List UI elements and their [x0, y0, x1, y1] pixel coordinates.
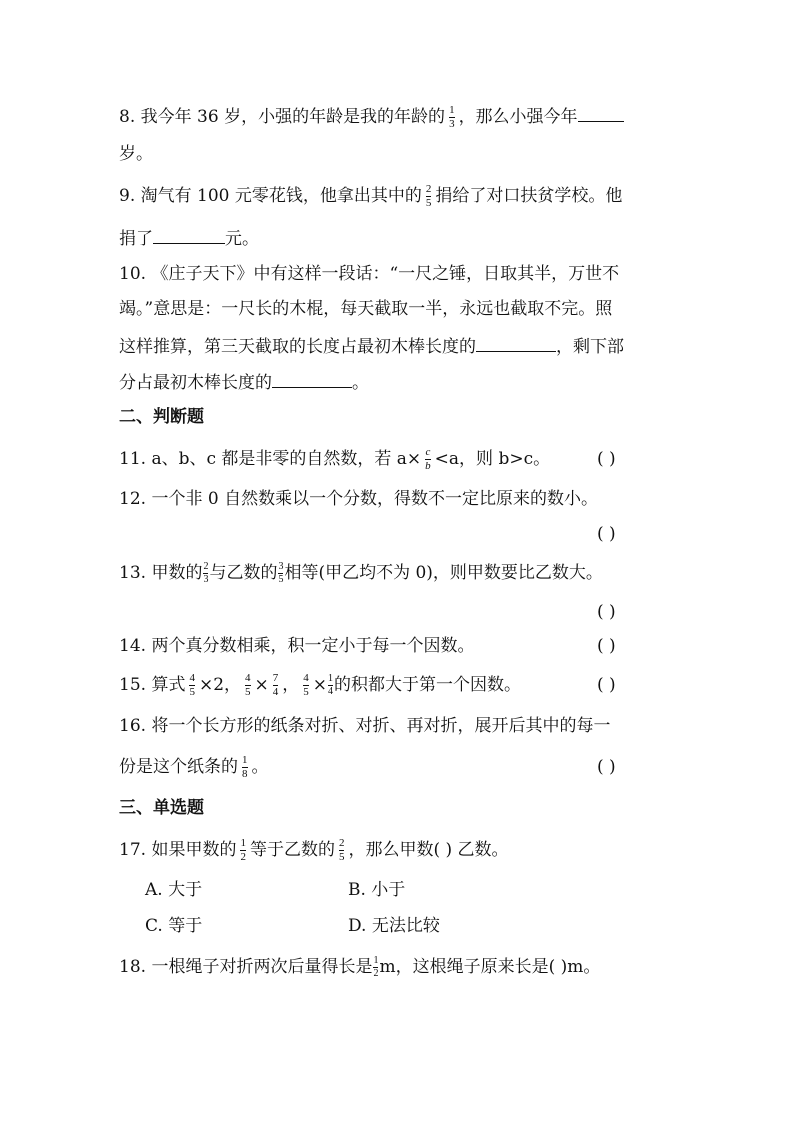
q13-fraction-2: $\frac{3}{5}$ [278, 561, 284, 585]
question-8-line-2: 岁。 [119, 144, 153, 164]
question-9-line-1: 9. 淘气有 100 元零花钱，他拿出其中的 $\frac{2}{5}$ 捐给了对口扶贫学校。他 [119, 183, 623, 209]
question-8-line-1 [119, 103, 624, 130]
question-13: 13. 甲数的 $\frac{2}{3}$ 与乙数的 $\frac{3}{5}$ 相等(甲乙均不为 0)，则甲数要比乙数大。 [119, 561, 603, 585]
question-12: 12. 一个非 0 自然数乘以一个分数，得数不一定比原来的数小。 [119, 489, 599, 509]
question-16-line-2: 份是这个纸条的 $\frac{1}{8}$ 。 [119, 754, 269, 780]
question-17: 17. 如果甲数的 $\frac{1}{2}$ 等于乙数的 $\frac{2}{5}$ ，那么甲数( ) 乙数。 [119, 837, 509, 863]
q9-fraction: $\frac{2}{5}$ [425, 183, 432, 209]
question-10-line-4: 分占最初木棒长度的 。 [119, 369, 369, 395]
section-heading-single-choice: 三、单选题 [119, 798, 204, 818]
q17-option-c[interactable]: C. 等于 [145, 916, 203, 936]
question-14: 14. 两个真分数相乘，积一定小于每一个因数。 [119, 636, 475, 656]
q17-option-a[interactable]: A. 大于 [145, 880, 203, 900]
section-heading-judgement: 二、判断题 [119, 407, 204, 427]
q10-answer-blank-2[interactable] [272, 369, 352, 388]
q15-answer-paren[interactable]: ( ) [597, 675, 616, 695]
q13-fraction-1: $\frac{2}{3}$ [203, 561, 209, 585]
q11-answer-paren[interactable]: ( ) [597, 449, 616, 469]
q10-answer-blank-1[interactable] [476, 333, 556, 352]
q17-fraction-1: $\frac{1}{2}$ [240, 837, 246, 863]
q15-fraction-1: $\frac{4}{5}$ [189, 672, 195, 698]
question-11: 11. a、b、c 都是非零的自然数，若 a× $\frac{c}{b}$ <a，则 b>c。 [119, 446, 551, 472]
q16-answer-paren[interactable]: ( ) [597, 757, 616, 777]
q15-fraction-5: $\frac{1}{4}$ [328, 673, 334, 697]
q15-fraction-2: $\frac{4}{5}$ [245, 672, 251, 698]
question-18: 18. 一根绳子对折两次后量得长是 $\frac{1}{2}$ m，这根绳子原来长是( )m。 [119, 955, 601, 979]
q16-fraction: $\frac{1}{8}$ [242, 754, 248, 780]
q17-option-b[interactable]: B. 小于 [348, 880, 406, 900]
q11-fraction: $\frac{c}{b}$ [425, 446, 431, 472]
question-10-line-2: 竭。”意思是：一尺长的木棍，每天截取一半，永远也截取不完。照 [119, 299, 613, 319]
q9-answer-blank[interactable] [153, 225, 225, 244]
q15-fraction-3: $\frac{7}{4}$ [272, 672, 279, 698]
q15-fraction-4: $\frac{4}{5}$ [303, 672, 309, 698]
question-16-line-1: 16. 将一个长方形的纸条对折、对折、再对折，展开后其中的每一 [119, 716, 611, 736]
question-10-line-3: 这样推算，第三天截取的长度占最初木棒长度的 ，剩下部 [119, 333, 624, 359]
question-15: 15. 算式 $\frac{4}{5}$ ×2， $\frac{4}{5}$ × $\frac{7}{4}$ ， $\frac{4}{5}$ × $\frac{1}{4}$ 的积都大于第一个因数。 [119, 672, 522, 698]
question-10-line-1: 10. 《庄子天下》中有这样一段话：“一尺之锤，日取其半，万世不 [119, 264, 620, 284]
q14-answer-paren[interactable]: ( ) [597, 636, 616, 656]
q17-option-d[interactable]: D. 无法比较 [348, 916, 440, 936]
q18-fraction: $\frac{1}{2}$ [373, 955, 379, 979]
q8-text-a: 8. 我今年 36 岁，小强的年龄是我的年龄的 [119, 107, 446, 127]
q8-answer-blank[interactable] [578, 103, 624, 122]
q12-answer-paren[interactable]: ( ) [597, 524, 616, 544]
q13-answer-paren[interactable]: ( ) [597, 602, 616, 622]
q8-fraction: $\frac{1}{3}$ [449, 104, 455, 130]
q8-text-b: ，那么小强今年 [458, 107, 578, 127]
question-9-line-2: 捐了 元。 [119, 225, 259, 251]
q17-fraction-2: $\frac{2}{5}$ [338, 837, 345, 863]
